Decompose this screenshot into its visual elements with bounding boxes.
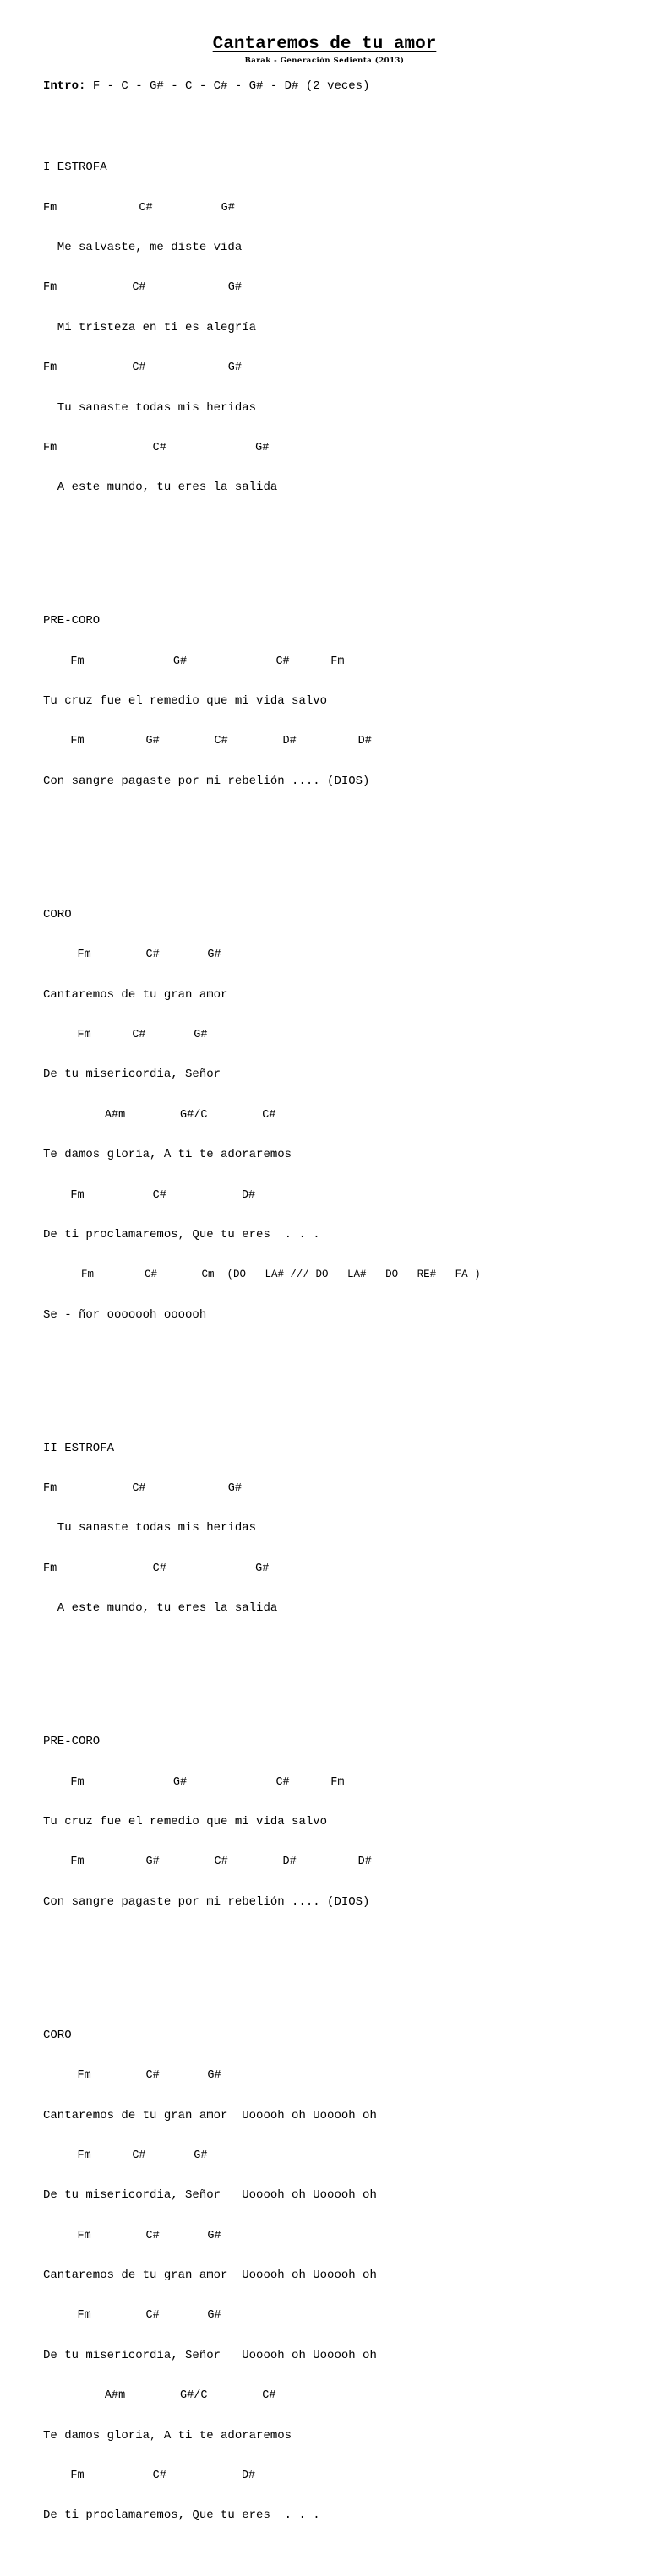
chord-line: Fm C# G# <box>43 1562 270 1575</box>
chord-line: Fm C# G# <box>43 441 270 454</box>
section-estrofa-1 <box>43 135 481 522</box>
lyric-line: A este mundo, tu eres la salida <box>43 481 278 495</box>
chord-line: Fm C# D# <box>43 1188 256 1202</box>
lyric-line: Tu cruz fue el remedio que mi vida salvo <box>43 1815 328 1829</box>
chord-line: Fm G# C# Fm <box>43 1775 345 1789</box>
lyric-line: Tu sanaste todas mis heridas <box>43 400 257 415</box>
chord-line: Fm C# G# <box>43 948 221 962</box>
chord-line: Fm C# G# <box>43 2149 208 2162</box>
lyric-line: Con sangre pagaste por mi rebelión .... (DIOS) <box>43 1894 370 1909</box>
chord-line: Fm C# G# <box>43 281 242 295</box>
intro-label: Intro: <box>43 79 86 93</box>
chord-line: A#m G#/C C# <box>43 2389 276 2403</box>
chord-line: Fm G# C# D# D# <box>43 735 372 748</box>
lyric-line: De ti proclamaremos, Que tu eres . . . <box>43 1227 320 1242</box>
song-body <box>43 108 481 2576</box>
section-pre-coro-2 <box>43 1709 481 1937</box>
chord-line: Fm C# G# <box>43 361 242 375</box>
chord-line: Fm C# G# <box>43 1028 208 1041</box>
lyric-line: Tu sanaste todas mis heridas <box>43 1521 257 1535</box>
section-spacer <box>43 548 481 562</box>
lyric-line: Me salvaste, me diste vida <box>43 240 243 254</box>
chord-line: Fm C# G# <box>43 2069 221 2083</box>
lyric-line: De tu misericordia, Señor <box>43 1068 221 1082</box>
chord-line: Fm C# Cm (DO - LA# /// DO - LA# - DO - RE# - FA ) <box>43 1269 481 1281</box>
chord-line: Fm G# C# Fm <box>43 655 345 668</box>
section-spacer <box>43 1376 481 1389</box>
section-spacer <box>43 842 481 856</box>
lyric-line: A este mundo, tu eres la salida <box>43 1601 278 1616</box>
lyric-line: De tu misericordia, Señor Uooooh oh Uooooh oh <box>43 2348 377 2362</box>
lyric-line: Te damos gloria, A ti te adoraremos <box>43 1148 292 1162</box>
song-title: Cantaremos de tu amor <box>212 35 437 54</box>
lyric-line: Cantaremos de tu gran amor Uooooh oh Uooooh oh <box>43 2108 377 2122</box>
chord-line: Fm C# G# <box>43 1482 242 1496</box>
section-estrofa-2 <box>43 1416 481 1643</box>
chord-line: Fm C# G# <box>43 2309 221 2323</box>
lyric-line: Cantaremos de tu gran amor <box>43 987 228 1002</box>
lyric-line: Se - ñor ooooooh oooooh <box>43 1307 207 1322</box>
chord-line: Fm C# G# <box>43 2229 221 2242</box>
lyric-line: Mi tristeza en ti es alegría <box>43 320 257 334</box>
intro-chords: F - C - G# - C - C# - G# - D# (2 veces) <box>85 79 370 93</box>
lyric-line: Con sangre pagaste por mi rebelión .... (DIOS) <box>43 774 370 788</box>
chord-line: Fm C# G# <box>43 201 235 215</box>
chord-line: Fm G# C# D# D# <box>43 1856 372 1869</box>
lyric-line: Tu cruz fue el remedio que mi vida salvo <box>43 694 328 709</box>
lyric-line: De ti proclamaremos, Que tu eres . . . <box>43 2508 320 2523</box>
section-heading: CORO <box>43 2028 72 2042</box>
intro-line <box>43 79 369 94</box>
lyric-line: Cantaremos de tu gran amor Uooooh oh Uooooh oh <box>43 2269 377 2283</box>
chord-line: Fm C# D# <box>43 2470 256 2483</box>
section-spacer <box>43 1963 481 1976</box>
section-heading: PRE-CORO <box>43 1735 101 1749</box>
section-heading: I ESTROFA <box>43 160 107 175</box>
lyric-line: De tu misericordia, Señor Uooooh oh Uooooh oh <box>43 2188 377 2203</box>
section-spacer <box>43 1669 481 1682</box>
section-heading: II ESTROFA <box>43 1441 115 1455</box>
section-coro-1 <box>43 882 481 1349</box>
section-pre-coro-1 <box>43 589 481 816</box>
chord-line: A#m G#/C C# <box>43 1108 276 1122</box>
section-heading: CORO <box>43 907 72 921</box>
lyric-line: Te damos gloria, A ti te adoraremos <box>43 2428 292 2443</box>
section-heading: PRE-CORO <box>43 614 101 628</box>
song-subtitle: Barak - Generación Sedienta (2013) <box>244 57 405 65</box>
section-coro-2 <box>43 2003 481 2550</box>
